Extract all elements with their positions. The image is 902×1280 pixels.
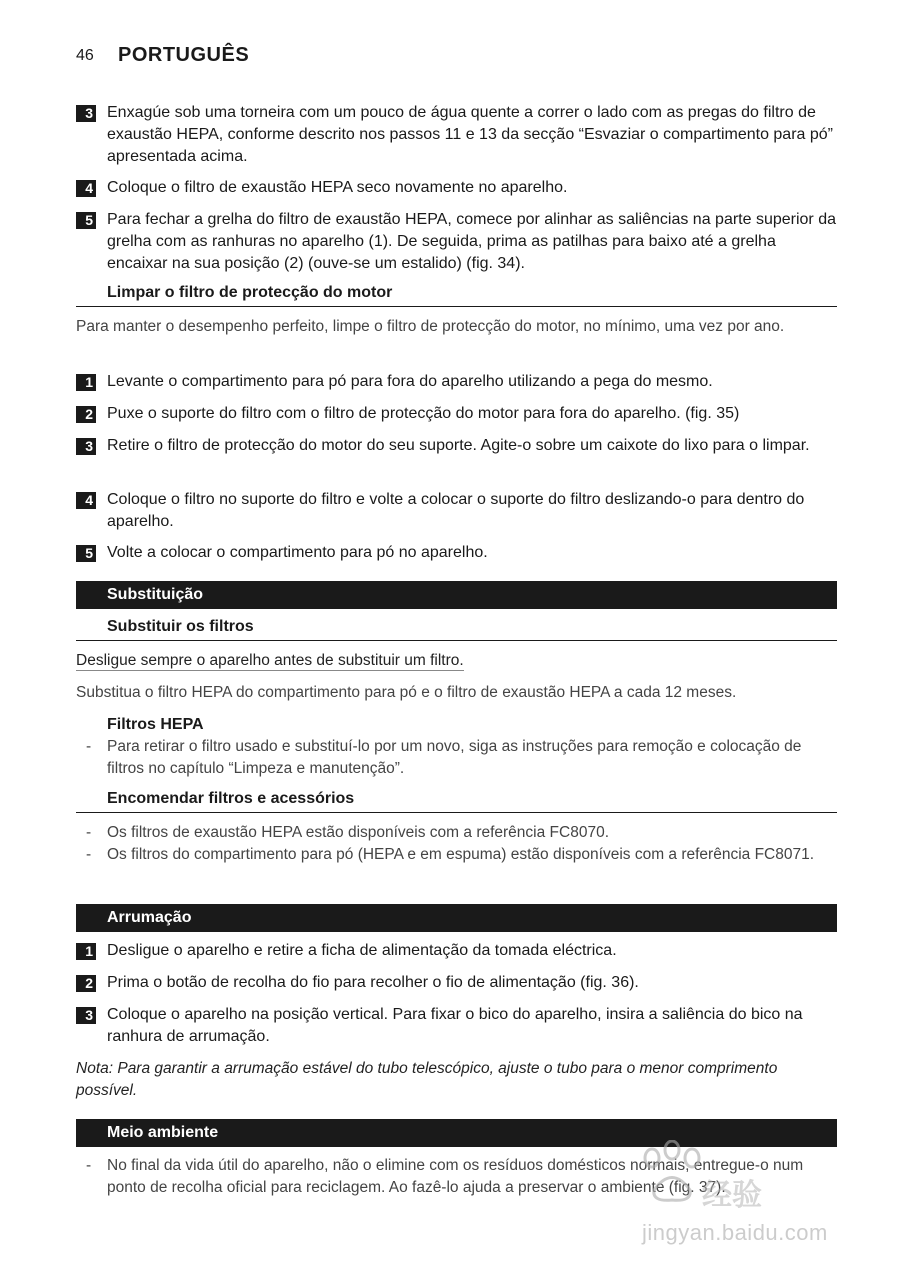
list-item-text: Os filtros do compartimento para pó (HEPA e em espuma) estão disponíveis com a referência FC8071. [107, 846, 815, 863]
baidu-watermark [632, 1140, 842, 1250]
watermark-text: 经验 [702, 1179, 762, 1212]
list-item: - Os filtros do compartimento para pó (HEPA e em espuma) estão disponíveis com a referência FC8071. [76, 844, 838, 866]
section-heading [76, 789, 837, 813]
step-text: Enxagúe sob uma torneira com um pouco de água quente a correr o lado com as pregas do filtro de exaustão HEPA, conforme descrito nos passos 11 e 13 da secção “Esvaziar o compartimento para pó” apresentada acima. [107, 104, 833, 165]
watermark-url: jingyan.baidu.com [642, 1220, 828, 1245]
paragraph: Para manter o desempenho perfeito, limpe o filtro de protecção do motor, no mínimo, uma vez por ano. [76, 318, 785, 335]
step-number: 2 [76, 406, 96, 423]
list-item-text: Os filtros de exaustão HEPA estão disponíveis com a referência FC8070. [107, 824, 609, 841]
step-item [76, 972, 838, 994]
step-item [76, 489, 838, 533]
paw-icon [632, 1140, 712, 1210]
list-item: - Os filtros de exaustão HEPA estão disponíveis com a referência FC8070. [76, 822, 838, 844]
step-item [76, 1004, 838, 1048]
list-item-text: No final da vida útil do aparelho, não o elimine com os resíduos domésticos normais, entregue-o num ponto de recolha oficial para reciclagem. Ao fazê-lo ajuda a preservar o ambiente (fig. 37). [107, 1157, 804, 1196]
list-item: - Para retirar o filtro usado e substituí-lo por um novo, siga as instruções para remoção e colocação de filtros no capítulo “Limpeza e manutenção”. [76, 736, 838, 780]
section-heading [76, 617, 837, 641]
section-heading [76, 283, 837, 307]
section-bar [76, 581, 837, 609]
step-item [76, 435, 838, 457]
step-text: Levante o compartimento para pó para fora do aparelho utilizando a pega do mesmo. [107, 373, 713, 390]
step-number: 2 [76, 975, 96, 992]
page-language-title: PORTUGUÊS [118, 44, 250, 66]
list-item-text: Para retirar o filtro usado e substituí-lo por um novo, siga as instruções para remoção e colocação de filtros no capítulo “Limpeza e manutenção”. [107, 738, 802, 777]
note-text: Nota: Para garantir a arrumação estável do tubo telescópico, ajuste o tubo para o menor comprimento possível. [76, 1060, 778, 1099]
step-item [76, 209, 838, 275]
step-text: Coloque o filtro de exaustão HEPA seco novamente no aparelho. [107, 179, 568, 196]
list-item: - No final da vida útil do aparelho, não o elimine com os resíduos domésticos normais, entregue-o num ponto de recolha oficial para reciclagem. Ao fazê-lo ajuda a preservar o ambiente (fig. 37). [76, 1155, 838, 1199]
step-text: Volte a colocar o compartimento para pó no aparelho. [107, 544, 488, 561]
step-item [76, 542, 838, 564]
section-bar-title: Meio ambiente [107, 1124, 219, 1141]
step-item [76, 403, 838, 425]
step-text: Retire o filtro de protecção do motor do seu suporte. Agite-o sobre um caixote do lixo para o limpar. [107, 437, 810, 454]
step-number: 5 [76, 545, 96, 562]
section-heading-text: Encomendar filtros e acessórios [107, 790, 355, 807]
step-text: Coloque o aparelho na posição vertical. Para fixar o bico do aparelho, insira a saliência do bico na ranhura de arrumação. [107, 1006, 803, 1045]
step-number: 1 [76, 943, 96, 960]
section-heading-text: Substituir os filtros [107, 618, 254, 635]
step-item [76, 940, 838, 962]
step-text: Prima o botão de recolha do fio para recolher o fio de alimentação (fig. 36). [107, 974, 639, 991]
step-text: Puxe o suporte do filtro com o filtro de protecção do motor para fora do aparelho. (fig. 35) [107, 405, 740, 422]
paragraph: Substitua o filtro HEPA do compartimento para pó e o filtro de exaustão HEPA a cada 12 meses. [76, 684, 737, 701]
subsection-label: Filtros HEPA [107, 716, 204, 733]
section-bar-title: Arrumação [107, 909, 192, 926]
step-item [76, 177, 838, 199]
page-number: 46 [76, 47, 94, 64]
step-item [76, 102, 838, 168]
step-number: 3 [76, 1007, 96, 1024]
step-number: 4 [76, 492, 96, 509]
section-bar [76, 904, 837, 932]
step-text: Desligue o aparelho e retire a ficha de alimentação da tomada eléctrica. [107, 942, 617, 959]
step-number: 4 [76, 180, 96, 197]
warning-text-inner: Desligue sempre o aparelho antes de substituir um filtro. [76, 652, 464, 669]
step-number: 1 [76, 374, 96, 391]
step-text: Para fechar a grelha do filtro de exaustão HEPA, comece por alinhar as saliências na parte superior da grelha com as ranhuras no aparelho (1). De seguida, prima as patilhas para baixo até a grelha encaixar na sua posição (2) (ouve-se um estalido) (fig. 34). [107, 211, 836, 272]
step-text: Coloque o filtro no suporte do filtro e volte a colocar o suporte do filtro deslizando-o para dentro do aparelho. [107, 491, 805, 530]
step-number: 5 [76, 212, 96, 229]
section-heading-text: Limpar o filtro de protecção do motor [107, 284, 393, 301]
step-item [76, 371, 838, 393]
warning-text [76, 650, 838, 672]
section-bar-title: Substituição [107, 586, 204, 603]
step-number: 3 [76, 105, 96, 122]
step-number: 3 [76, 438, 96, 455]
